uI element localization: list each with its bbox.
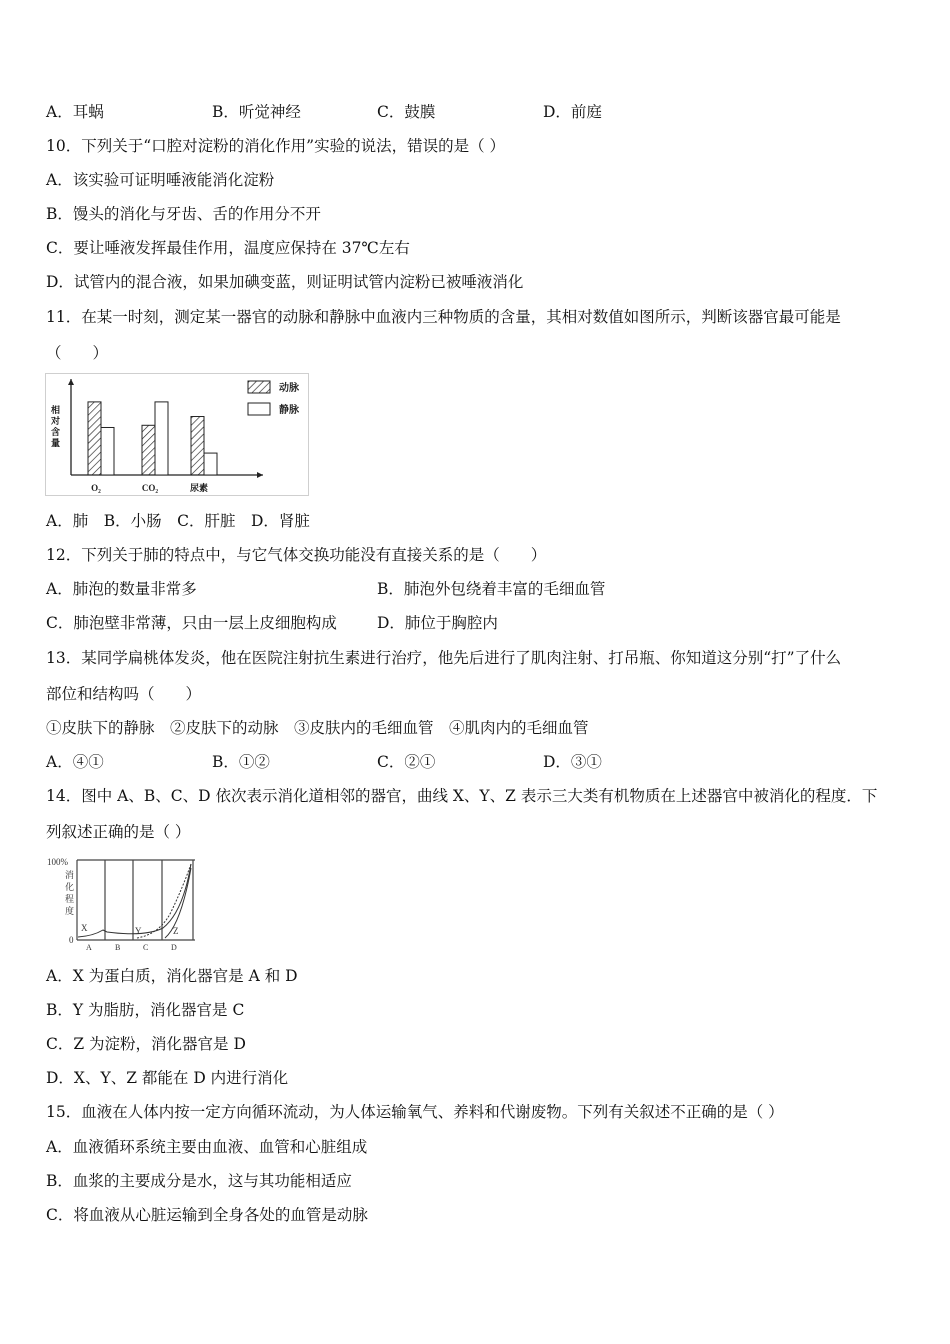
q13-choices: ①皮肤下的静脉 ②皮肤下的动脉 ③皮肤内的毛细血管 ④肌肉内的毛细血管 [46, 719, 589, 737]
q10-option-d: D．试管内的混合液，如果加碘变蓝，则证明试管内淀粉已被唾液消化 [46, 273, 524, 291]
q10-option-c: C．要让唾液发挥最佳作用，温度应保持在 37℃左右 [46, 239, 410, 257]
q11-options: A．肺 B．小肠 C．肝脏 D．肾脏 [46, 512, 310, 530]
y-axis-label-char: 量 [51, 438, 61, 448]
q13-option-d: D．③① [543, 753, 602, 771]
q13-stem-2: 部位和结构吗（ ） [46, 685, 202, 703]
y-axis-label-char: 对 [51, 416, 61, 426]
q10-option-a: A．该实验可证明唾液能消化淀粉 [46, 171, 275, 189]
bar-动脉-2 [191, 417, 204, 475]
q11-stem: 11．在某一时刻，测定某一器官的动脉和静脉中血液内三种物质的含量，其相对数值如图所示，判断该器官最可能是 [46, 308, 841, 326]
q14-option-a: A．X 为蛋白质，消化器官是 A 和 D [46, 967, 298, 985]
y-axis-label-char: 相 [51, 405, 61, 415]
q15-option-c: C．将血液从心脏运输到全身各处的血管是动脉 [46, 1206, 368, 1224]
legend-label-0: 动脉 [279, 383, 299, 394]
legend-swatch-1 [248, 403, 270, 415]
q12-option-b: B．肺泡外包绕着丰富的毛细血管 [377, 580, 606, 598]
fig-ylabel-2: 化 [65, 882, 75, 892]
category-label: O₂ [91, 483, 101, 493]
q12-option-a: A．肺泡的数量非常多 [46, 580, 197, 598]
bar-动脉-1 [142, 425, 155, 475]
curve-y-label: Y [135, 926, 142, 936]
fig-ylabel-4: 度 [65, 906, 75, 916]
q14-stem: 14．图中 A、B、C、D 依次表示消化道相邻的器官，曲线 X、Y、Z 表示三大类有机物质在上述器官中被消化的程度．下 [46, 787, 878, 805]
q14-digestion-figure [45, 852, 200, 952]
y-axis-arrow [68, 379, 74, 385]
q15-option-a: A．血液循环系统主要由血液、血管和心脏组成 [46, 1138, 368, 1156]
q9-option-c: C．鼓膜 [377, 103, 436, 121]
organ-c-label: C [143, 943, 149, 952]
bar-动脉-0 [88, 402, 101, 475]
q13-option-b: B．①② [212, 753, 270, 771]
q11-bar-chart [45, 373, 310, 497]
q12-option-c: C．肺泡壁非常薄，只由一层上皮细胞构成 [46, 614, 337, 632]
q12-option-d: D．肺位于胸腔内 [377, 614, 498, 632]
fig-ylabel-3: 程 [65, 894, 75, 904]
q13-stem: 13．某同学扁桃体发炎，他在医院注射抗生素进行治疗，他先后进行了肌肉注射、打吊瓶、你知道这分别“打”了什么 [46, 649, 842, 667]
bar-静脉-1 [155, 402, 168, 475]
q14-option-d: D．X、Y、Z 都能在 D 内进行消化 [46, 1069, 289, 1087]
q12-stem: 12．下列关于肺的特点中，与它气体交换功能没有直接关系的是（ ） [46, 546, 547, 564]
q14-stem-2: 列叙述正确的是（ ） [46, 823, 191, 841]
bar-静脉-2 [204, 453, 217, 475]
bar-静脉-0 [101, 427, 114, 475]
organ-d-label: D [171, 943, 177, 952]
q10-stem: 10．下列关于“口腔对淀粉的消化作用”实验的说法，错误的是（ ） [46, 137, 506, 155]
legend-swatch-0 [248, 381, 270, 393]
q13-option-c: C．②① [377, 753, 436, 771]
category-label: 尿素 [189, 483, 209, 493]
q11-stem-bracket: （ ） [46, 344, 109, 362]
category-label: CO₂ [141, 483, 159, 493]
curve-z-label: Z [173, 926, 179, 936]
y-axis-label-char: 含 [51, 427, 61, 437]
q9-option-b: B．听觉神经 [212, 103, 301, 121]
q15-stem: 15．血液在人体内按一定方向循环流动，为人体运输氧气、养料和代谢废物。下列有关叙述不正确的是（ ） [46, 1103, 784, 1121]
fig-zero-label: 0 [69, 935, 74, 945]
q10-option-b: B．馒头的消化与牙齿、舌的作用分不开 [46, 205, 321, 223]
q9-option-a: A．耳蜗 [46, 103, 104, 121]
organ-a-label: A [86, 943, 92, 952]
curve-x-label: X [81, 923, 88, 933]
q13-option-a: A．④① [46, 753, 104, 771]
q15-option-b: B．血浆的主要成分是水，这与其功能相适应 [46, 1172, 352, 1190]
legend-label-1: 静脉 [279, 405, 299, 416]
fig-top-label: 100% [47, 857, 68, 867]
q14-option-c: C．Z 为淀粉，消化器官是 D [46, 1035, 246, 1053]
organ-b-label: B [115, 943, 121, 952]
fig-ylabel-1: 消 [65, 870, 75, 880]
q9-option-d: D．前庭 [543, 103, 602, 121]
q14-option-b: B．Y 为脂肪，消化器官是 C [46, 1001, 245, 1019]
x-axis-arrow [257, 472, 263, 478]
